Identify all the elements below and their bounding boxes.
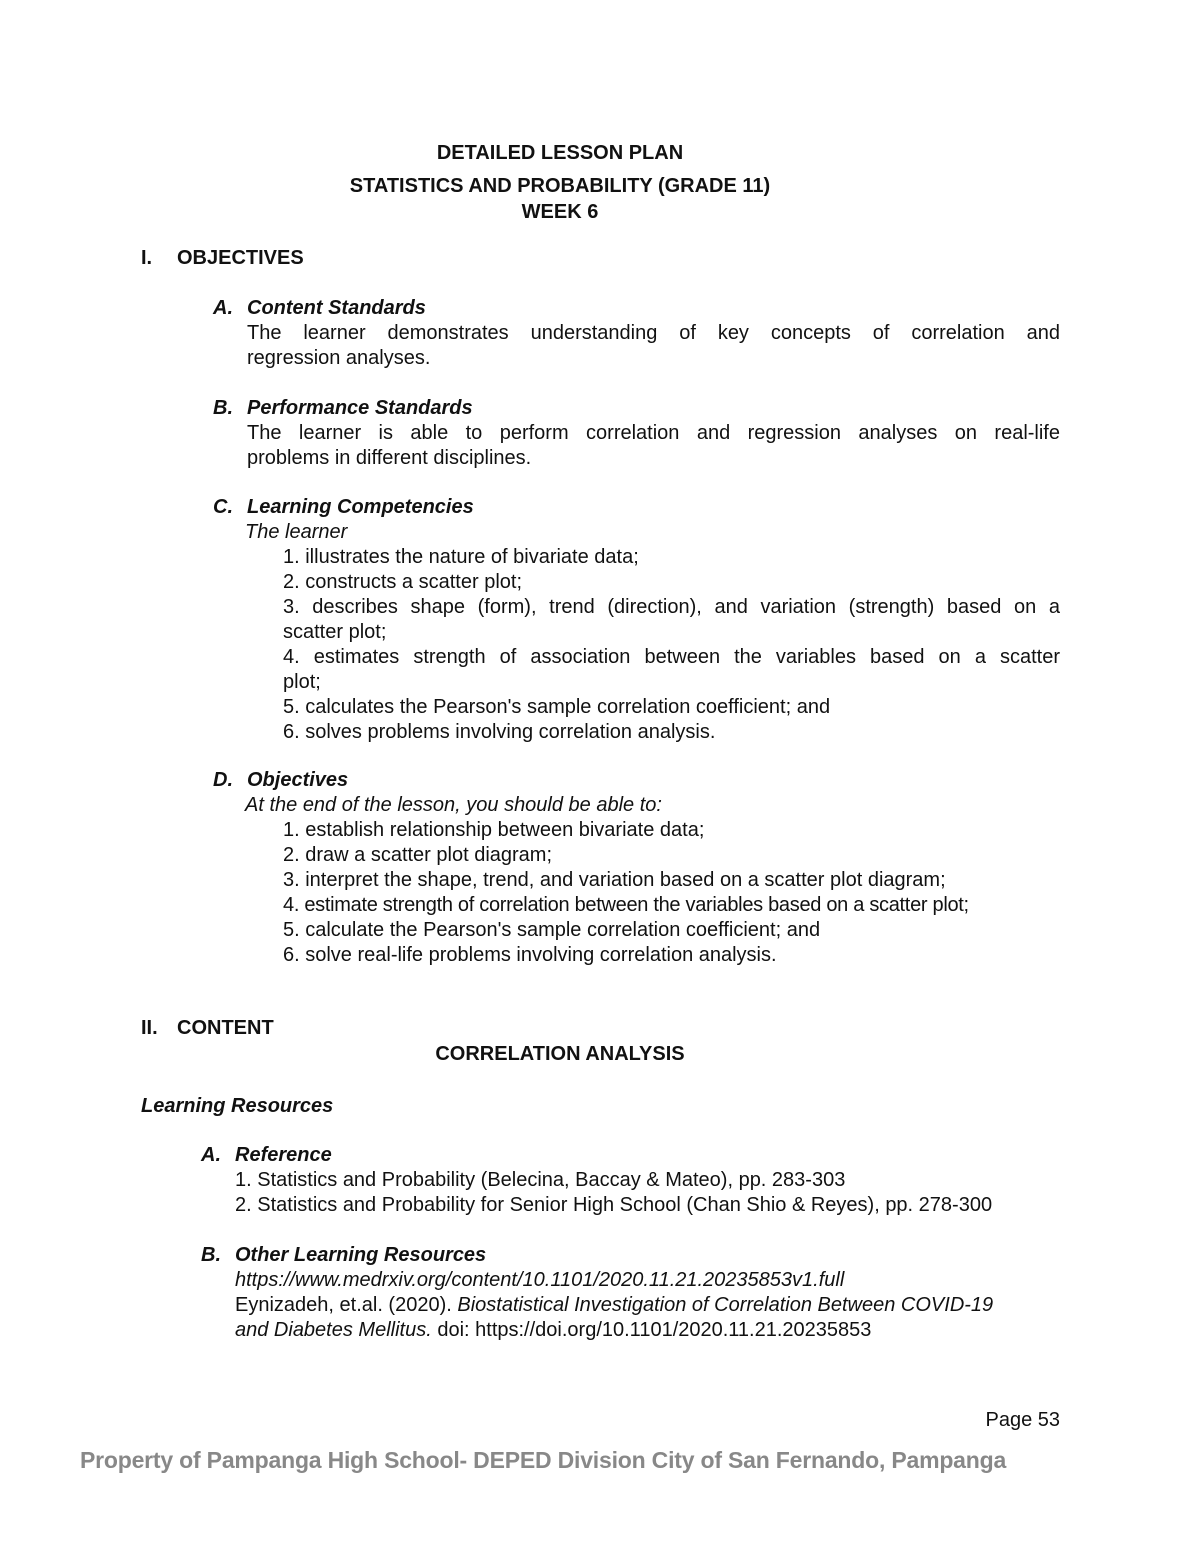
subsection-letter: A. bbox=[213, 297, 233, 319]
objectives-intro: At the end of the lesson, you should be able to: bbox=[245, 794, 662, 816]
competency-item-continued: scatter plot; bbox=[283, 621, 387, 643]
section-title: CONTENT bbox=[177, 1017, 274, 1039]
citation-doi: doi: https://doi.org/10.1101/2020.11.21.20235853 bbox=[431, 1319, 872, 1341]
reference-item: 2. Statistics and Probability for Senior High School (Chan Shio & Reyes), pp. 278-300 bbox=[235, 1194, 993, 1216]
resource-url[interactable]: https://www.medrxiv.org/content/10.1101/2020.11.21.20235853v1.full bbox=[235, 1269, 845, 1291]
objective-item: 6. solve real-life problems involving correlation analysis. bbox=[283, 944, 777, 966]
doc-title: DETAILED LESSON PLAN bbox=[436, 142, 684, 164]
performance-standards-heading bbox=[213, 396, 473, 421]
competency-item: 6. solves problems involving correlation analysis. bbox=[283, 721, 716, 743]
content-standards-heading bbox=[213, 296, 426, 321]
subsection-letter: B. bbox=[201, 1244, 221, 1266]
subsection-title: Reference bbox=[235, 1144, 332, 1166]
competency-item: 1. illustrates the nature of bivariate data; bbox=[283, 546, 639, 568]
doc-subtitle: STATISTICS AND PROBABILITY (GRADE 11) bbox=[349, 175, 771, 197]
section-numeral: II. bbox=[141, 1017, 158, 1039]
citation-title-continued: and Diabetes Mellitus. bbox=[235, 1319, 432, 1341]
subsection-title: Performance Standards bbox=[247, 397, 473, 419]
citation-line1 bbox=[235, 1293, 993, 1318]
subsection-title: Other Learning Resources bbox=[235, 1244, 487, 1266]
objective-item: 4. estimate strength of correlation between the variables based on a scatter plot; bbox=[283, 894, 969, 916]
doc-week: WEEK 6 bbox=[521, 201, 599, 223]
reference-item: 1. Statistics and Probability (Belecina, Baccay & Mateo), pp. 283-303 bbox=[235, 1169, 846, 1191]
reference-heading bbox=[201, 1143, 332, 1168]
competency-item: 4. estimates strength of association between the variables based on a scatter bbox=[283, 646, 1060, 668]
section-content-heading bbox=[141, 1016, 274, 1041]
page-number: Page 53 bbox=[985, 1409, 1060, 1431]
objective-item: 5. calculate the Pearson's sample correlation coefficient; and bbox=[283, 919, 821, 941]
performance-standards-text-line1: The learner is able to perform correlation and regression analyses on real-life bbox=[247, 422, 1060, 444]
learning-competencies-heading bbox=[213, 495, 474, 520]
competency-item-continued: plot; bbox=[283, 671, 321, 693]
subsection-letter: A. bbox=[201, 1144, 221, 1166]
content-standards-text-line1: The learner demonstrates understanding of key concepts of correlation and bbox=[247, 322, 1060, 344]
objective-item: 1. establish relationship between bivariate data; bbox=[283, 819, 705, 841]
subsection-letter: C. bbox=[213, 496, 233, 518]
competency-item: 5. calculates the Pearson's sample correlation coefficient; and bbox=[283, 696, 831, 718]
section-title: OBJECTIVES bbox=[177, 247, 304, 269]
competencies-intro: The learner bbox=[245, 521, 348, 543]
citation-title: Biostatistical Investigation of Correlation Between COVID-19 bbox=[457, 1294, 994, 1316]
citation-line2 bbox=[235, 1318, 871, 1343]
section-numeral: I. bbox=[141, 247, 153, 269]
content-standards-text-line2: regression analyses. bbox=[247, 347, 431, 369]
subsection-letter: D. bbox=[213, 769, 233, 791]
other-resources-heading bbox=[201, 1243, 486, 1268]
performance-standards-text-line2: problems in different disciplines. bbox=[247, 447, 532, 469]
section-objectives-heading bbox=[141, 246, 304, 271]
learning-resources-heading: Learning Resources bbox=[141, 1095, 334, 1117]
subsection-letter: B. bbox=[213, 397, 233, 419]
competency-item: 2. constructs a scatter plot; bbox=[283, 571, 522, 593]
subsection-title: Content Standards bbox=[247, 297, 426, 319]
content-topic: CORRELATION ANALYSIS bbox=[435, 1043, 685, 1065]
property-footer: Property of Pampanga High School- DEPED Division City of San Fernando, Pampanga bbox=[80, 1447, 1007, 1473]
lesson-objectives-heading bbox=[213, 768, 348, 793]
subsection-title: Learning Competencies bbox=[247, 496, 474, 518]
objective-item: 2. draw a scatter plot diagram; bbox=[283, 844, 553, 866]
objective-item: 3. interpret the shape, trend, and variation based on a scatter plot diagram; bbox=[283, 869, 946, 891]
competency-item: 3. describes shape (form), trend (direction), and variation (strength) based on a bbox=[283, 596, 1060, 618]
subsection-title: Objectives bbox=[247, 769, 349, 791]
citation-authors: Eynizadeh, et.al. (2020). bbox=[235, 1294, 458, 1316]
